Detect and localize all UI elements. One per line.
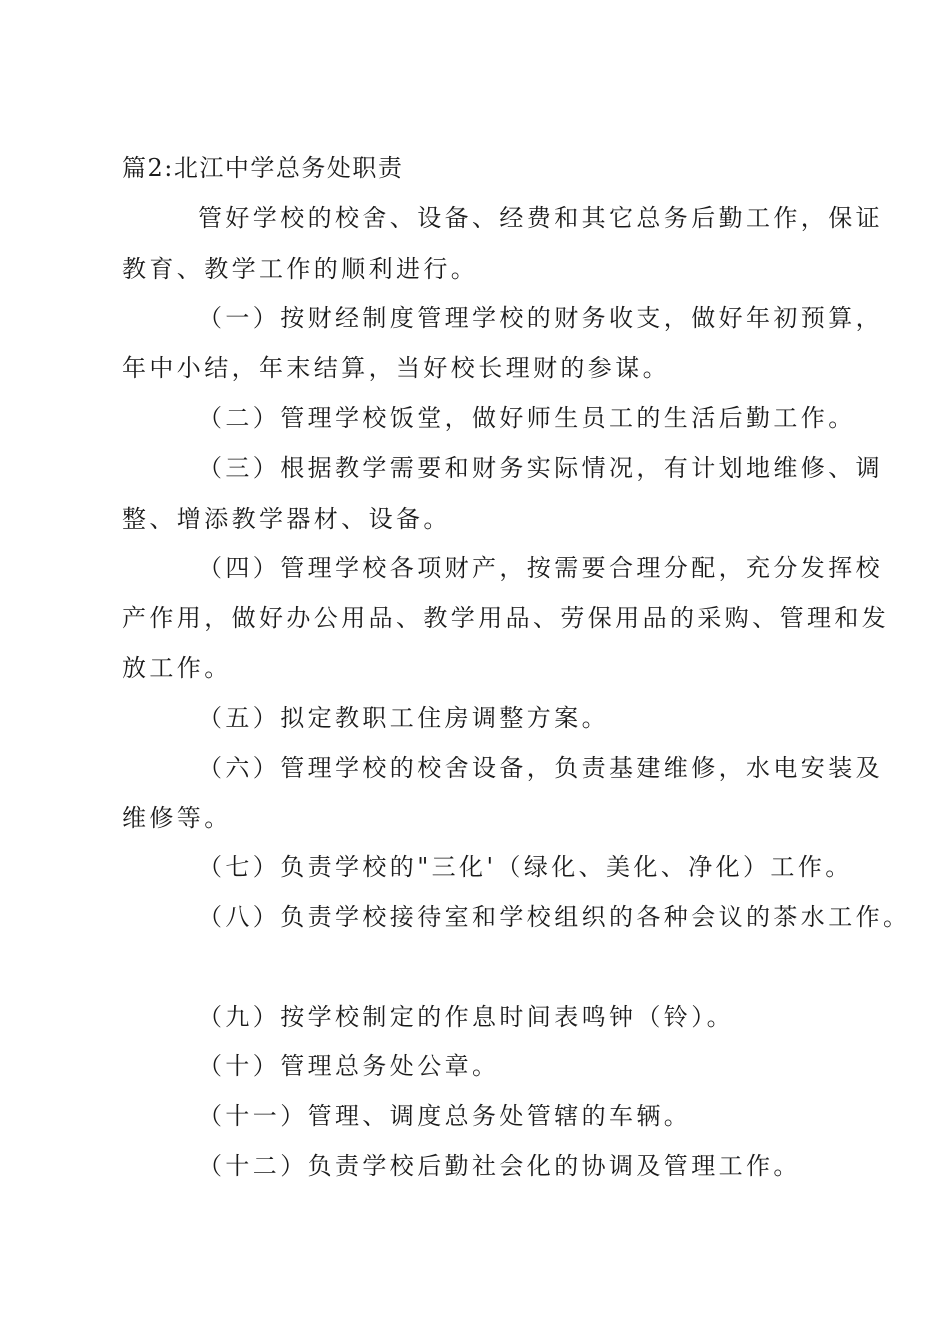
item-9-line-1: （九）按学校制定的作息时间表鸣钟（铃）。 [198, 1003, 734, 1031]
item-7-line-1: （七）负责学校的"三化'（绿化、美化、净化）工作。 [198, 853, 853, 881]
item-3-line-1: （三）根据教学需要和财务实际情况，有计划地维修、调 [198, 454, 883, 482]
item-6-line-2: 维修等。 [122, 804, 232, 832]
item-3-line-2: 整、增添教学器材、设备。 [122, 505, 451, 533]
intro-line-2: 教育、教学工作的顺利进行。 [122, 255, 479, 283]
item-4-line-3: 放工作。 [122, 654, 232, 682]
item-1-line-1: （一）按财经制度管理学校的财务收支，做好年初预算， [198, 304, 883, 332]
item-8-line-1: （八）负责学校接待室和学校组织的各种会议的茶水工作。 [198, 903, 911, 931]
item-1-line-2: 年中小结，年末结算，当好校长理财的参谋。 [122, 354, 670, 382]
item-5-line-1: （五）拟定教职工住房调整方案。 [198, 704, 609, 732]
item-12-line-1: （十二）负责学校后勤社会化的协调及管理工作。 [198, 1152, 801, 1180]
item-11-line-1: （十一）管理、调度总务处管辖的车辆。 [198, 1102, 692, 1130]
item-4-line-1: （四）管理学校各项财产，按需要合理分配，充分发挥校 [198, 554, 883, 582]
intro-line-1: 管好学校的校舍、设备、经费和其它总务后勤工作，保证 [198, 204, 883, 232]
document-title: 篇2:北江中学总务处职责 [122, 154, 404, 182]
item-6-line-1: （六）管理学校的校舍设备，负责基建维修，水电安装及 [198, 754, 883, 782]
item-10-line-1: （十）管理总务处公章。 [198, 1052, 500, 1080]
item-4-line-2: 产作用，做好办公用品、教学用品、劳保用品的采购、管理和发 [122, 604, 890, 632]
item-2-line-1: （二）管理学校饭堂，做好师生员工的生活后勤工作。 [198, 404, 856, 432]
